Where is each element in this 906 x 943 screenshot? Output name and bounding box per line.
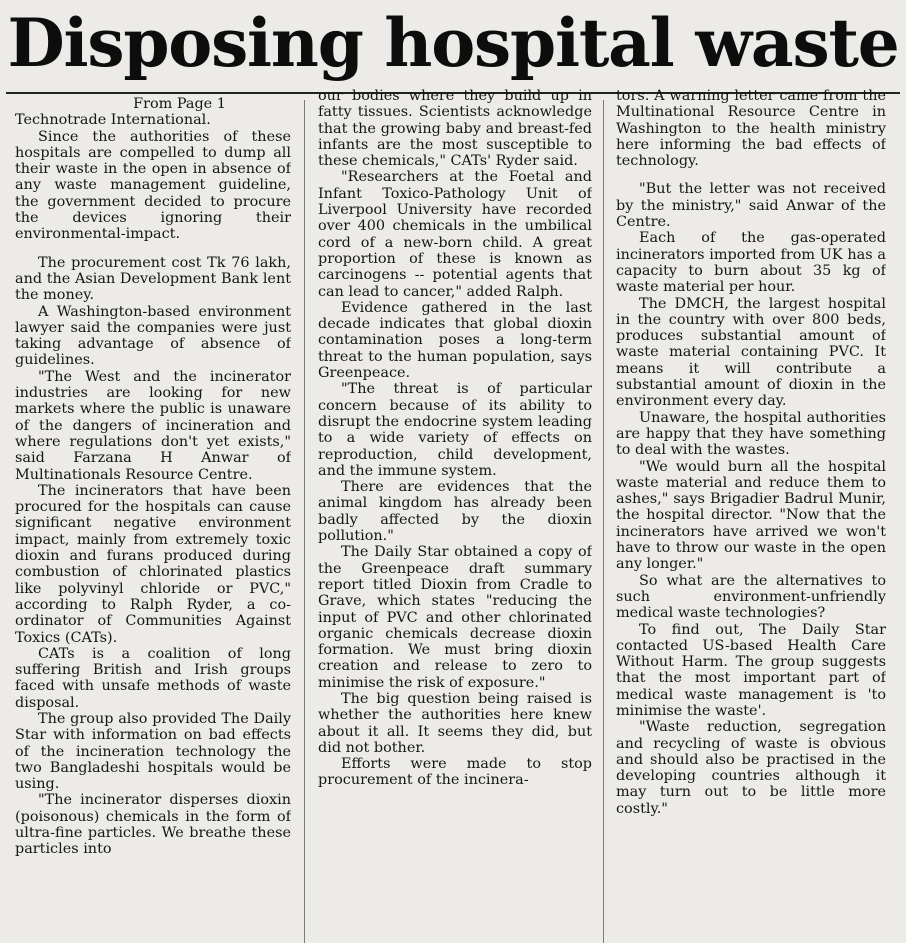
paragraph: The group also provided The Daily Star with information on bad effects of the incineration technology the two Bangladeshi hospitals would be using. <box>15 710 291 793</box>
paragraph: To find out, The Daily Star contacted US-based Health Care Without Harm. The group suggests that the most important part of medical waste management is 'to minimise the waste'. <box>616 621 886 719</box>
paragraph: Efforts were made to stop procurement of the incinera- <box>318 756 592 789</box>
paragraph: The DMCH, the largest hospital in the country with over 800 beds, produces substantial amount of waste material containing PVC. It means it will contribute a substantial amount of dioxin in the environment every day. <box>616 295 886 410</box>
paragraph: "We would burn all the hospital waste material and reduce them to ashes," says Brigadier Badrul Munir, the hospital director. "Now that the incinerators have arrived we won't have to throw our waste in the open any longer." <box>616 458 886 573</box>
column-divider <box>304 100 305 943</box>
paragraph: Each of the gas-operated incinerators imported from UK has a capacity to burn about 35 kg of waste material per hour. <box>616 230 886 296</box>
paragraph: "Researchers at the Foetal and Infant Toxico-Pathology Unit of Liverpool University have recorded over 400 chemicals in the umbilical cord of a new-born child. A great proportion of these is known as carcinogens -- potential agents that can lead to cancer," added Ralph. <box>318 169 592 300</box>
paragraph: The big question being raised is whether the authorities here knew about it all. It seems they did, but did not bother. <box>318 690 592 756</box>
article-column-3 <box>616 88 886 935</box>
paragraph: The incinerators that have been procured for the hospitals can cause significant negative environment impact, mainly from extremely toxic dioxin and furans produced during combustion of chlorinated plastics like polyvinyl chloride or PVC," according to Ralph Ryder, a co-ordinator of Communities Against Toxics (CATs). <box>15 482 291 646</box>
article-column-2 <box>318 88 592 935</box>
paragraph: tors. A warning letter came from the Multinational Resource Centre in Washington to the health ministry here informing the bad effects of technology. <box>616 88 886 170</box>
paragraph: "The threat is of particular concern because of its ability to disrupt the endocrine system leading to a wide variety of effects on reproduction, child development, and the immune system. <box>318 381 592 479</box>
paragraph: There are evidences that the animal kingdom has already been badly affected by the dioxin pollution." <box>318 479 592 545</box>
paragraph: "The incinerator disperses dioxin (poisonous) chemicals in the form of ultra-fine particles. We breathe these particles into <box>15 792 291 858</box>
paragraph: Since the authorities of these hospitals are compelled to dump all their waste in the open in absence of any waste management guideline, the government decided to procure the devices ignoring their environmental-impact. <box>15 128 291 243</box>
paragraph: Unaware, the hospital authorities are happy that they have something to deal with the wastes. <box>616 409 886 459</box>
paragraph: A Washington-based environment lawyer said the companies were just taking advantage of absence of guidelines. <box>15 303 291 369</box>
paragraph: The procurement cost Tk 76 lakh, and the Asian Development Bank lent the money. <box>15 254 291 304</box>
article-column-1 <box>15 96 291 943</box>
paragraph: Technotrade International. <box>15 112 211 129</box>
paragraph: "Waste reduction, segregation and recycling of waste is obvious and should also be practised in the developing countries although it may turn out to be little more costly." <box>616 719 886 817</box>
continuation-label: From Page 1 <box>133 96 226 112</box>
paragraph: CATs is a coalition of long suffering British and Irish groups faced with unsafe methods of waste disposal. <box>15 645 291 711</box>
paragraph: "The West and the incinerator industries are looking for new markets where the public is unaware of the dangers of incineration and where regulations don't yet exists," said Farzana H Anwar of Multinationals Resource Centre. <box>15 368 291 483</box>
paragraph: Evidence gathered in the last decade indicates that global dioxin contamination poses a long-term threat to the human population, says Greenpeace. <box>318 299 592 382</box>
paragraph: The Daily Star obtained a copy of the Greenpeace draft summary report titled Dioxin from Cradle to Grave, which states "reducing the input of PVC and other chlorinated organic chemicals decrease dioxin formation. We must bring dioxin creation and release to zero to minimise the risk of exposure." <box>318 544 592 691</box>
paragraph: "But the letter was not received by the ministry," said Anwar of the Centre. <box>616 181 886 231</box>
headline: Disposing hospital waste <box>7 4 899 82</box>
column-divider <box>603 100 604 943</box>
paragraph: So what are the alternatives to such environment-unfriendly medical waste technologies? <box>616 572 886 622</box>
paragraph: our bodies where they build up in fatty tissues. Scientists acknowledge that the growing baby and breast-fed infants are the most susceptible to these chemicals," CATs' Ryder said. <box>318 88 592 170</box>
